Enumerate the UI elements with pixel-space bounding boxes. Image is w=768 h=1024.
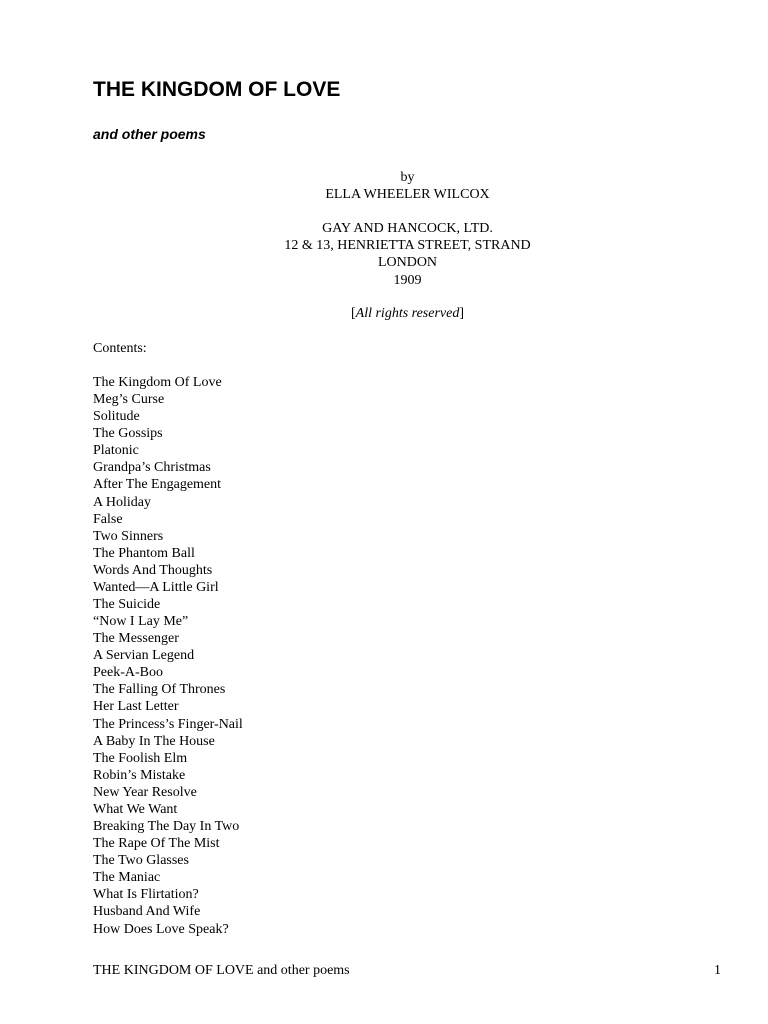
contents-item: The Princess’s Finger-Nail [93, 716, 243, 732]
publication-year: 1909 [393, 272, 422, 288]
contents-item: A Baby In The House [93, 733, 215, 749]
contents-heading: Contents: [93, 341, 147, 356]
contents-item: Peek-A-Boo [93, 665, 163, 681]
contents-item: Robin’s Mistake [93, 767, 186, 783]
contents-item: Two Sinners [93, 528, 164, 544]
contents-item: After The Engagement [93, 477, 222, 493]
rights-notice [0, 305, 768, 322]
contents-item: Her Last Letter [93, 699, 179, 715]
contents-item: The Maniac [93, 870, 161, 886]
contents-item: What Is Flirtation? [93, 887, 199, 903]
contents-item: Solitude [93, 409, 140, 425]
contents-item: How Does Love Speak? [93, 921, 229, 937]
contents-item: The Rape Of The Mist [93, 836, 220, 852]
contents-item: Words And Thoughts [93, 562, 213, 578]
contents-item: New Year Resolve [93, 784, 197, 800]
author-name: ELLA WHEELER WILCOX [325, 187, 490, 203]
contents-item: Grandpa’s Christmas [93, 460, 211, 476]
contents-item: What We Want [93, 801, 178, 817]
publisher-name: GAY AND HANCOCK, LTD. [322, 221, 493, 236]
contents-item: A Servian Legend [93, 648, 195, 664]
contents-item: The Two Glasses [93, 853, 189, 869]
contents-item: Platonic [93, 443, 139, 459]
contents-item: Wanted—A Little Girl [93, 579, 219, 595]
book-subtitle: and other poems [93, 126, 206, 142]
contents-item: The Phantom Ball [93, 545, 195, 561]
book-title: THE KINGDOM OF LOVE [93, 78, 341, 101]
contents-item: The Messenger [93, 631, 179, 647]
publisher-info [0, 220, 768, 289]
contents-item: The Foolish Elm [93, 750, 188, 766]
by-label: by [400, 170, 415, 185]
running-footer-title: THE KINGDOM OF LOVE and other poems [93, 963, 350, 978]
rights-text: All rights reserved [355, 306, 460, 321]
contents-item: A Holiday [93, 494, 151, 510]
page-number: 1 [714, 963, 721, 978]
byline [0, 169, 768, 203]
contents-item: “Now I Lay Me” [93, 614, 189, 630]
contents-item: False [93, 511, 123, 527]
table-of-contents [93, 374, 243, 938]
contents-item: The Kingdom Of Love [93, 375, 222, 390]
publisher-city: LONDON [377, 255, 438, 271]
contents-item: The Suicide [93, 597, 161, 613]
contents-item: Breaking The Day In Two [93, 819, 240, 835]
rights-close-bracket: ] [459, 306, 465, 321]
contents-item: Meg’s Curse [93, 392, 165, 408]
contents-item: The Gossips [93, 426, 163, 442]
publisher-address: 12 & 13, HENRIETTA STREET, STRAND [284, 238, 531, 254]
contents-item: Husband And Wife [93, 904, 201, 920]
contents-item: The Falling Of Thrones [93, 682, 226, 698]
rights-open-bracket: [ [350, 306, 356, 321]
